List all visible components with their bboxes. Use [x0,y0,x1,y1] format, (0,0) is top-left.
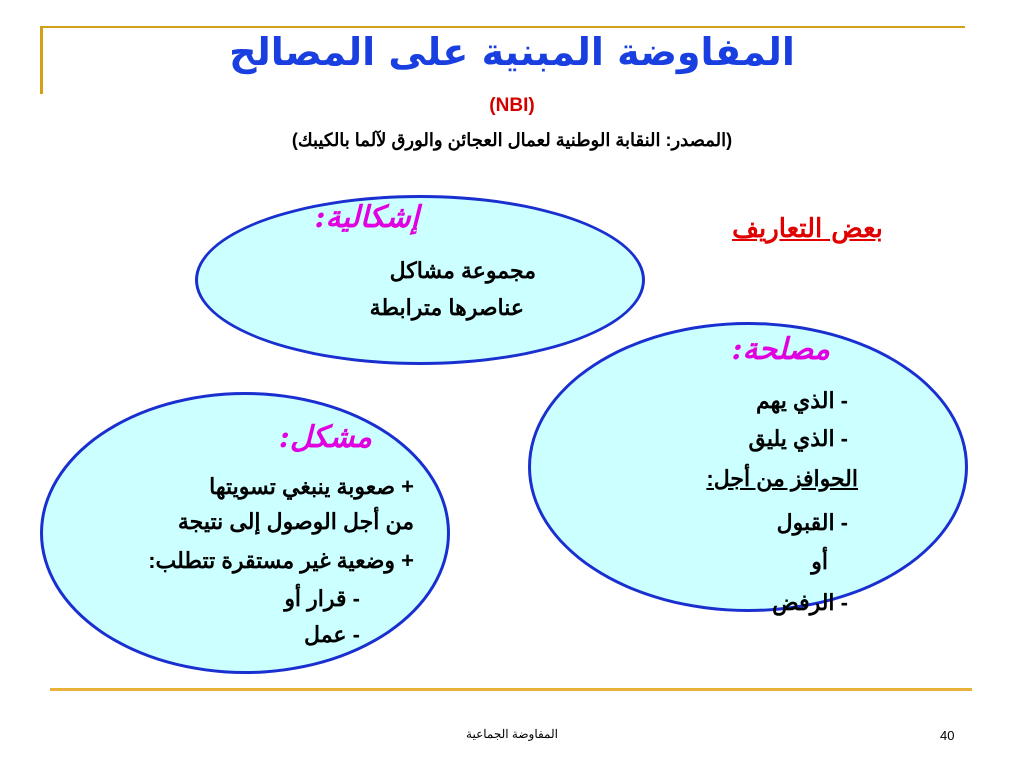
problem-title: مشكل: [278,420,372,455]
problem-line: - عمل [304,622,360,647]
page-number: 40 [940,728,955,743]
interest-line: - الرفض [772,590,848,615]
slide-source: (المصدر: النقابة الوطنية لعمال العجائن والورق لآلما بالكيبك) [291,130,733,150]
footer-title: المفاوضة الجماعية [466,727,558,741]
interest-title: مصلحة: [731,332,830,367]
interest-line: - القبول [776,510,848,535]
problematic-line: عناصرها مترابطة [369,295,524,320]
interest-line: أو [811,549,828,574]
problem-line: + وضعية غير مستقرة تتطلب: [148,548,414,573]
definitions-heading: بعض التعاريف [732,214,883,244]
problem-line: + صعوبة ينبغي تسويتها [209,474,414,499]
interest-line [706,466,858,492]
problem-line: - قرار أو [284,586,360,611]
problematic-title: إشكالية: [314,200,419,235]
interest-line: - الذي يليق [748,426,848,451]
footer-rule [50,688,972,691]
interest-line: - الذي يهم [755,388,848,413]
slide-title: المفاوضة المبنية على المصالح [229,30,795,74]
problem-line: من أجل الوصول إلى نتيجة [177,509,414,534]
frame-top-rule [40,26,965,28]
slide-subtitle: (NBI) [489,95,535,116]
problematic-line: مجموعة مشاكل [389,258,536,283]
interest-incentives-label: الحوافز من أجل: [706,466,858,491]
